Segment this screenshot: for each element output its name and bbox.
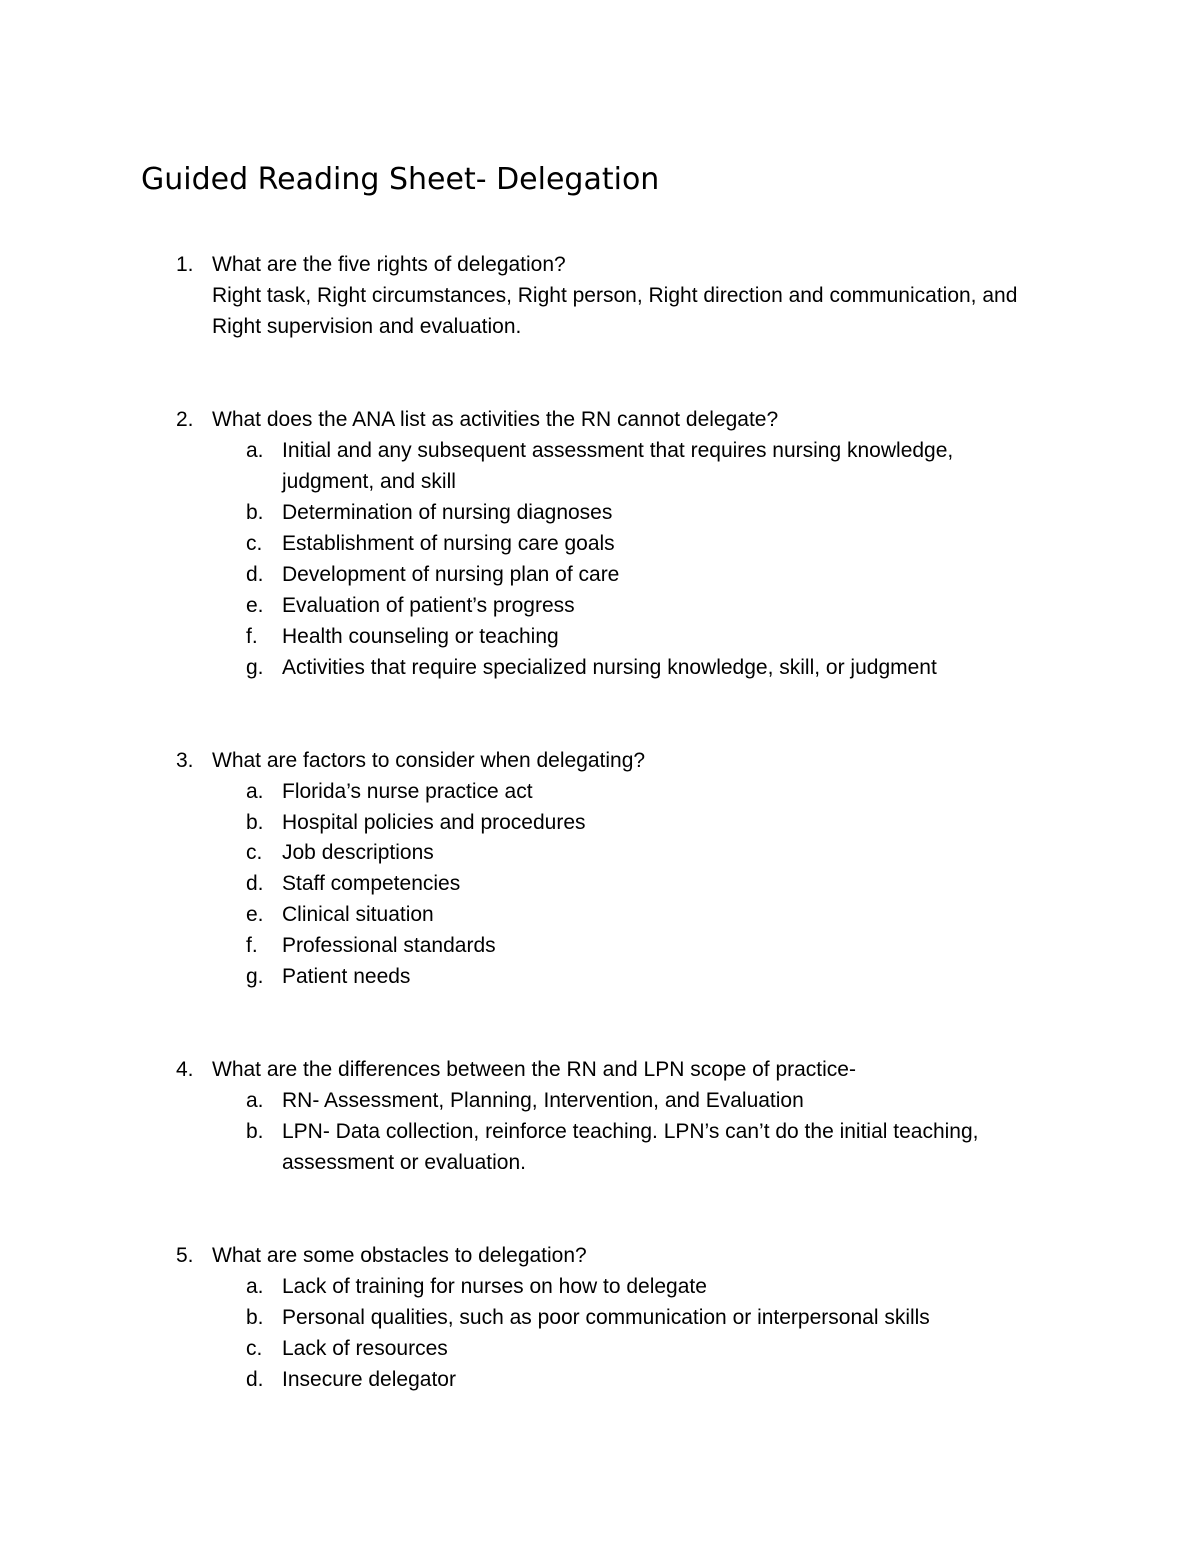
- list-item-letter: b.: [246, 811, 264, 834]
- list-item: Evaluation of patient’s progress: [282, 594, 575, 617]
- question-text: What are some obstacles to delegation?: [212, 1244, 587, 1267]
- list-item-letter: c.: [246, 532, 263, 555]
- list-item-letter: e.: [246, 594, 264, 617]
- answer-line: Right task, Right circumstances, Right person, Right direction and communication, and: [212, 284, 1018, 307]
- list-item-letter: a.: [246, 439, 264, 462]
- list-item-letter: g.: [246, 656, 264, 679]
- question-text: What does the ANA list as activities the RN cannot delegate?: [212, 408, 779, 431]
- list-item-letter: d.: [246, 1368, 264, 1391]
- list-item: Lack of training for nurses on how to delegate: [282, 1275, 707, 1298]
- question-number: 5.: [176, 1244, 194, 1267]
- list-item-letter: b.: [246, 1120, 264, 1143]
- list-item: Professional standards: [282, 934, 496, 957]
- question-text: What are the five rights of delegation?: [212, 253, 566, 276]
- question-number: 1.: [176, 253, 194, 276]
- list-item: Florida’s nurse practice act: [282, 780, 533, 803]
- question-text: What are the differences between the RN and LPN scope of practice-: [212, 1058, 856, 1081]
- list-item: Health counseling or teaching: [282, 625, 559, 648]
- list-item: Clinical situation: [282, 903, 434, 926]
- list-item: Activities that require specialized nursing knowledge, skill, or judgment: [282, 656, 937, 679]
- list-item: Personal qualities, such as poor communication or interpersonal skills: [282, 1306, 930, 1329]
- list-item-letter: a.: [246, 1275, 264, 1298]
- list-item-letter: d.: [246, 872, 264, 895]
- list-item: Development of nursing plan of care: [282, 563, 620, 586]
- list-item-letter: b.: [246, 501, 264, 524]
- list-item-letter: d.: [246, 563, 264, 586]
- list-item: Hospital policies and procedures: [282, 811, 586, 834]
- list-item-letter: c.: [246, 841, 263, 864]
- list-item-continuation: judgment, and skill: [282, 470, 456, 493]
- list-item-letter: c.: [246, 1337, 263, 1360]
- question-number: 3.: [176, 749, 194, 772]
- list-item-letter: b.: [246, 1306, 264, 1329]
- list-item: RN- Assessment, Planning, Intervention, and Evaluation: [282, 1089, 804, 1112]
- list-item-letter: a.: [246, 1089, 264, 1112]
- list-item-letter: g.: [246, 965, 264, 988]
- list-item: Staff competencies: [282, 872, 461, 895]
- page-title: Guided Reading Sheet- Delegation: [141, 162, 660, 197]
- list-item: Patient needs: [282, 965, 411, 988]
- list-item-letter: f.: [246, 934, 258, 957]
- list-item-letter: f.: [246, 625, 258, 648]
- question-text: What are factors to consider when delegating?: [212, 749, 646, 772]
- list-item: Initial and any subsequent assessment that requires nursing knowledge,: [282, 439, 954, 462]
- list-item-letter: e.: [246, 903, 264, 926]
- list-item: Lack of resources: [282, 1337, 448, 1360]
- list-item-letter: a.: [246, 780, 264, 803]
- list-item: Establishment of nursing care goals: [282, 532, 615, 555]
- question-number: 2.: [176, 408, 194, 431]
- list-item-continuation: assessment or evaluation.: [282, 1151, 526, 1174]
- answer-line: Right supervision and evaluation.: [212, 315, 522, 338]
- list-item: Insecure delegator: [282, 1368, 456, 1391]
- question-number: 4.: [176, 1058, 194, 1081]
- list-item: Job descriptions: [282, 841, 434, 864]
- list-item: LPN- Data collection, reinforce teaching. LPN’s can’t do the initial teaching,: [282, 1120, 979, 1143]
- list-item: Determination of nursing diagnoses: [282, 501, 613, 524]
